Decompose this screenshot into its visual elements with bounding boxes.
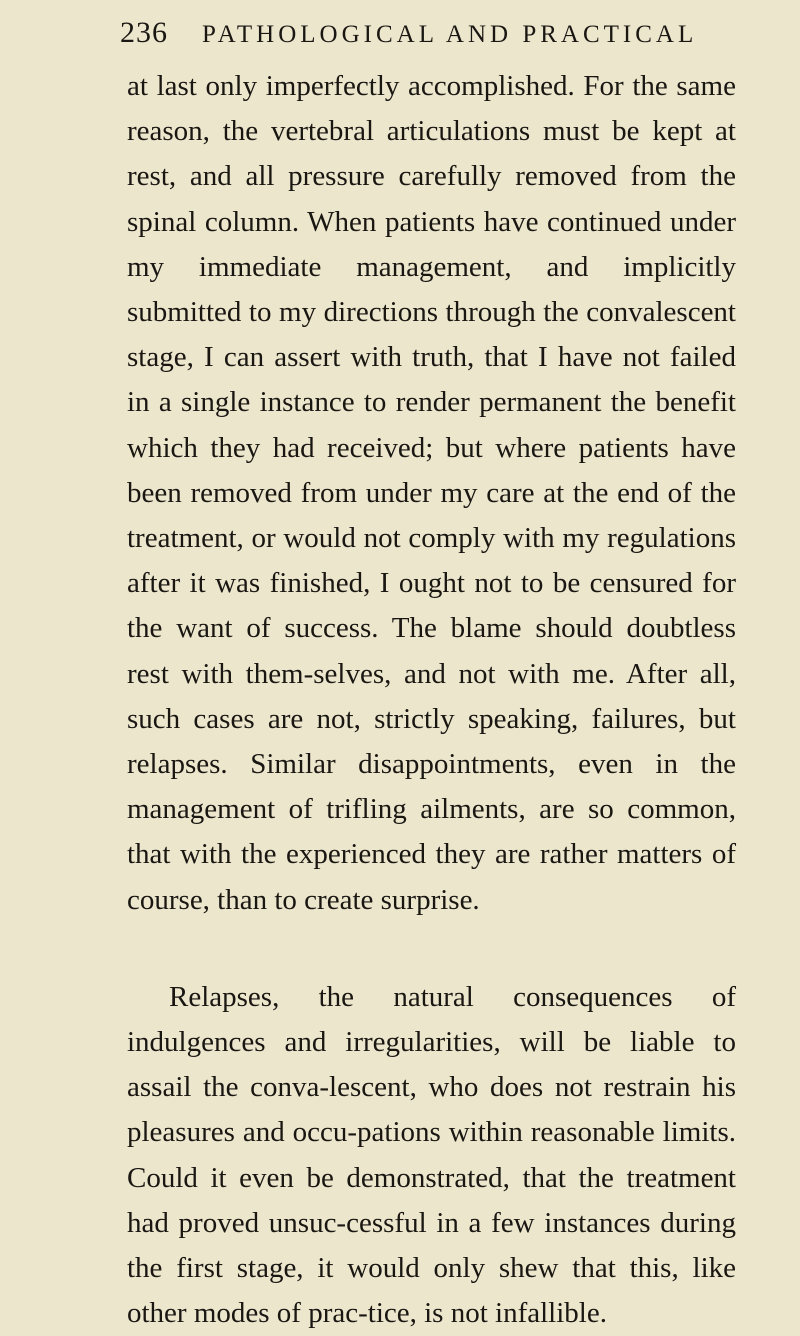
running-head: PATHOLOGICAL AND PRACTICAL xyxy=(202,21,698,48)
page-header xyxy=(120,16,760,56)
paragraph-2: Relapses, the natural consequences of indulgences and irregularities, will be liable to assail the conva-lescent, who does not restrain his pleasures and occu-pations within reasonable limits. Could it even be demonstrated, that the treatment had proved unsuc-cessful in a few instances during the first stage, it would only shew that this, like other modes of prac-tice, is not infallible. xyxy=(127,980,736,1330)
body-text xyxy=(127,64,736,1336)
page-number: 236 xyxy=(120,16,168,49)
paragraph-1: at last only imperfectly accomplished. For the same reason, the vertebral articulations must be kept at rest, and all pressure carefully removed from the spinal column. When patients have continued under my immediate management, and implicitly submitted to my directions through the convalescent stage, I can assert with truth, that I have not failed in a single instance to render permanent the benefit which they had received; but where patients have been removed from under my care at the end of the treatment, or would not comply with my regulations after it was finished, I ought not to be censured for the want of success. The blame should doubtless rest with them-selves, and not with me. After all, such cases are not, strictly speaking, failures, but relapses. Similar disappointments, even in the management of trifling ailments, are so common, that with the experienced they are rather matters of course, than to create surprise. xyxy=(127,70,736,916)
